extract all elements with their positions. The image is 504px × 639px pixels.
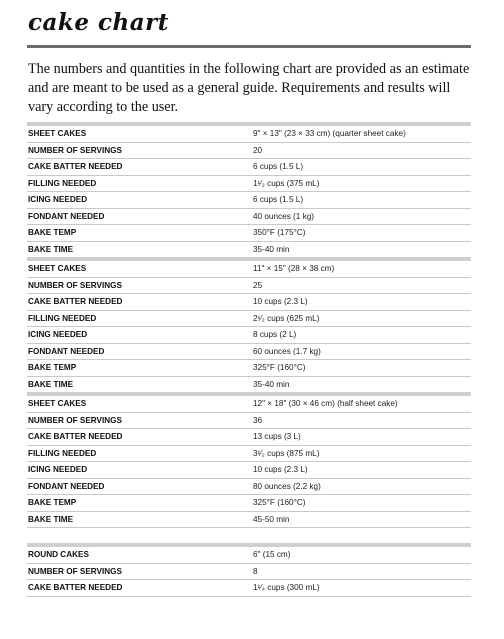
table-row bbox=[27, 259, 471, 277]
row-value: 36 bbox=[252, 412, 471, 429]
row-label: BAKE TEMP bbox=[27, 360, 252, 377]
title-divider bbox=[27, 45, 471, 48]
row-value: 8 cups (2 L) bbox=[252, 327, 471, 344]
row-label: NUMBER OF SERVINGS bbox=[27, 412, 252, 429]
table-row bbox=[27, 277, 471, 294]
cake-chart-table bbox=[27, 122, 471, 597]
table-row bbox=[27, 175, 471, 192]
row-value: 1¹⁄₄ cups (300 mL) bbox=[252, 580, 471, 597]
row-value: 1¹⁄₂ cups (375 mL) bbox=[252, 175, 471, 192]
intro-paragraph: The numbers and quantities in the following chart are provided as an estimate and are meant to be used as a general guide. Requirements and results will vary according to the user. bbox=[28, 61, 470, 115]
row-label: FONDANT NEEDED bbox=[27, 478, 252, 495]
row-label: CAKE BATTER NEEDED bbox=[27, 580, 252, 597]
section-spacer bbox=[27, 528, 471, 546]
row-label: CAKE BATTER NEEDED bbox=[27, 159, 252, 176]
row-label: FILLING NEEDED bbox=[27, 445, 252, 462]
table-row bbox=[27, 495, 471, 512]
row-value: 25 bbox=[252, 277, 471, 294]
table-row bbox=[27, 429, 471, 446]
table-row bbox=[27, 360, 471, 377]
row-value: 60 ounces (1.7 kg) bbox=[252, 343, 471, 360]
table-row bbox=[27, 343, 471, 360]
row-value: 13 cups (3 L) bbox=[252, 429, 471, 446]
row-label: NUMBER OF SERVINGS bbox=[27, 277, 252, 294]
row-label: NUMBER OF SERVINGS bbox=[27, 563, 252, 580]
row-value: 9" × 13" (23 × 33 cm) (quarter sheet cake) bbox=[252, 124, 471, 142]
row-value: 20 bbox=[252, 142, 471, 159]
table-row bbox=[27, 462, 471, 479]
table-row bbox=[27, 192, 471, 209]
table-row bbox=[27, 327, 471, 344]
spacer-cell bbox=[27, 528, 252, 546]
table-row bbox=[27, 394, 471, 412]
row-value: 80 ounces (2.2 kg) bbox=[252, 478, 471, 495]
row-value: 2¹⁄₂ cups (625 mL) bbox=[252, 310, 471, 327]
table-row bbox=[27, 124, 471, 142]
table-row bbox=[27, 445, 471, 462]
row-value: 11" × 15" (28 × 38 cm) bbox=[252, 259, 471, 277]
row-label: ICING NEEDED bbox=[27, 192, 252, 209]
row-value: 8 bbox=[252, 563, 471, 580]
row-label: SHEET CAKES bbox=[27, 124, 252, 142]
table-row bbox=[27, 478, 471, 495]
table-row bbox=[27, 310, 471, 327]
row-value: 6" (15 cm) bbox=[252, 545, 471, 563]
table-row bbox=[27, 580, 471, 597]
row-value: 35-40 min bbox=[252, 241, 471, 259]
row-label: FILLING NEEDED bbox=[27, 310, 252, 327]
row-value: 12" × 18" (30 × 46 cm) (half sheet cake) bbox=[252, 394, 471, 412]
row-value: 10 cups (2.3 L) bbox=[252, 462, 471, 479]
table-row bbox=[27, 208, 471, 225]
row-label: BAKE TEMP bbox=[27, 495, 252, 512]
table-row bbox=[27, 159, 471, 176]
row-label: BAKE TIME bbox=[27, 241, 252, 259]
table-row bbox=[27, 241, 471, 259]
row-label: SHEET CAKES bbox=[27, 259, 252, 277]
page-title: cake chart bbox=[28, 9, 169, 36]
row-value: 45-50 min bbox=[252, 511, 471, 528]
row-value: 40 ounces (1 kg) bbox=[252, 208, 471, 225]
row-value: 325°F (160°C) bbox=[252, 360, 471, 377]
row-value: 3¹⁄₂ cups (875 mL) bbox=[252, 445, 471, 462]
row-label: NUMBER OF SERVINGS bbox=[27, 142, 252, 159]
row-label: BAKE TIME bbox=[27, 376, 252, 394]
table-row bbox=[27, 142, 471, 159]
row-label: ICING NEEDED bbox=[27, 462, 252, 479]
table-row bbox=[27, 563, 471, 580]
table-row bbox=[27, 412, 471, 429]
table-row bbox=[27, 294, 471, 311]
row-label: BAKE TIME bbox=[27, 511, 252, 528]
row-label: SHEET CAKES bbox=[27, 394, 252, 412]
row-value: 6 cups (1.5 L) bbox=[252, 192, 471, 209]
row-label: BAKE TEMP bbox=[27, 225, 252, 242]
spacer-cell bbox=[252, 528, 471, 546]
row-value: 6 cups (1.5 L) bbox=[252, 159, 471, 176]
row-label: ROUND CAKES bbox=[27, 545, 252, 563]
row-label: FONDANT NEEDED bbox=[27, 208, 252, 225]
table-row bbox=[27, 511, 471, 528]
row-label: FONDANT NEEDED bbox=[27, 343, 252, 360]
row-label: ICING NEEDED bbox=[27, 327, 252, 344]
row-value: 35-40 min bbox=[252, 376, 471, 394]
row-label: FILLING NEEDED bbox=[27, 175, 252, 192]
row-value: 325°F (160°C) bbox=[252, 495, 471, 512]
row-label: CAKE BATTER NEEDED bbox=[27, 429, 252, 446]
table-row bbox=[27, 545, 471, 563]
row-label: CAKE BATTER NEEDED bbox=[27, 294, 252, 311]
row-value: 350°F (175°C) bbox=[252, 225, 471, 242]
table-row bbox=[27, 376, 471, 394]
table-row bbox=[27, 225, 471, 242]
row-value: 10 cups (2.3 L) bbox=[252, 294, 471, 311]
